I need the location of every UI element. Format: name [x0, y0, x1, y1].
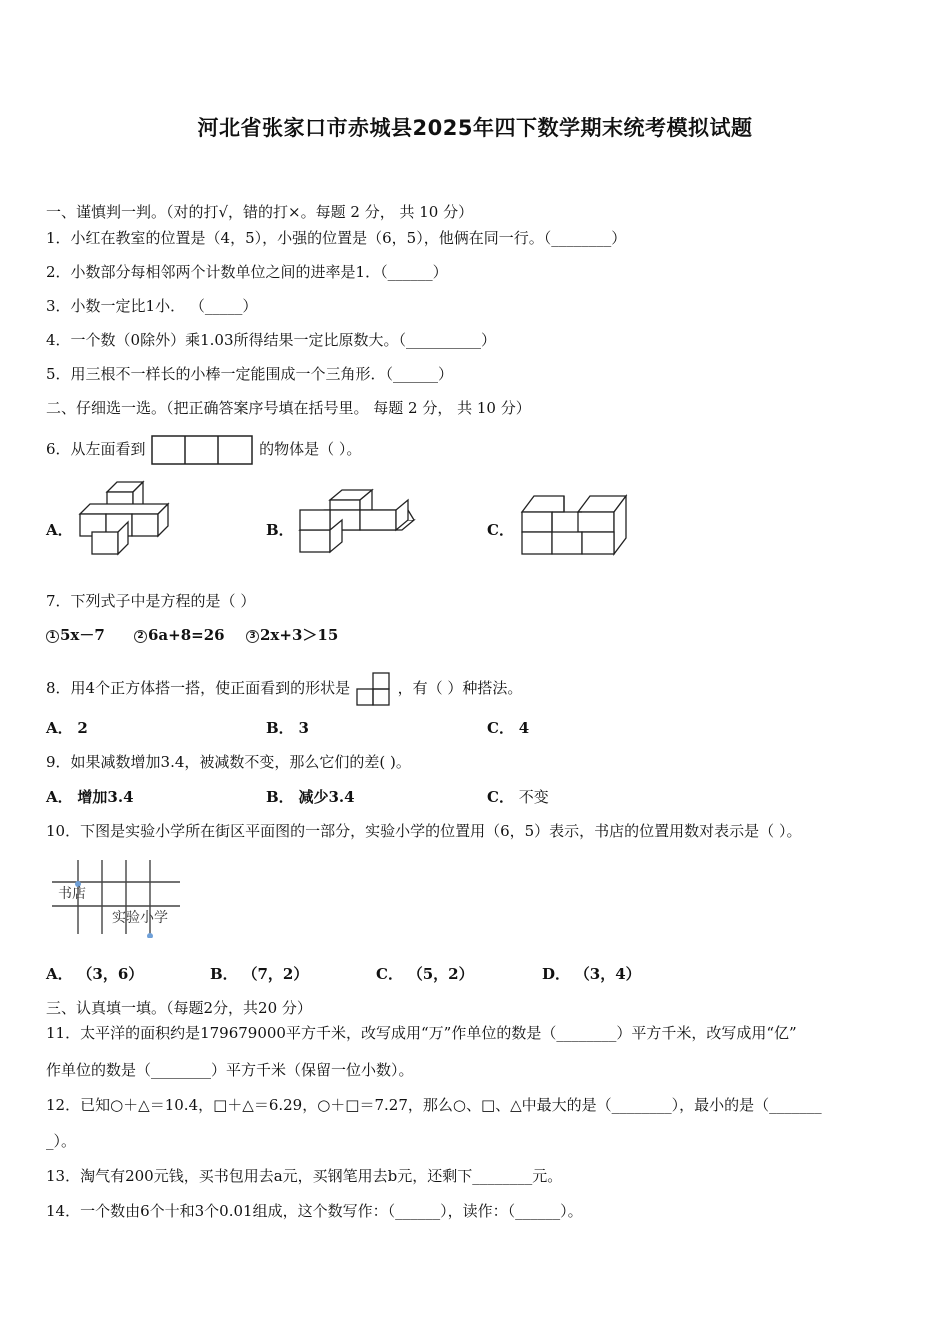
- q9-option-c-label: C．: [487, 788, 514, 806]
- q9-option-b-label: B．: [266, 788, 294, 806]
- page-title: 河北省张家口市赤城县2025年四下数学期末统考模拟试题: [197, 116, 753, 140]
- question-14: 14．一个数由6个十和3个0.01组成，这个数写作：（______），读作：（______）。: [46, 1202, 583, 1220]
- q9-option-a[interactable]: [46, 787, 134, 807]
- q10-option-a[interactable]: [46, 964, 143, 984]
- q9-option-a-label: A．: [46, 788, 73, 806]
- question-7: 7．下列式子中是方程的是（ ）: [46, 592, 256, 610]
- question-5: 5．用三根不一样长的小棒一定能围成一个三角形．（______）: [46, 365, 454, 383]
- q7-marker-2: 2: [134, 630, 147, 643]
- q10-option-d[interactable]: [542, 964, 641, 984]
- q8-option-b[interactable]: [266, 718, 309, 738]
- question-13: 13．淘气有200元钱，买书包用去a元，买钢笔用去b元，还剩下________元。: [46, 1167, 563, 1185]
- front-view-figure: [355, 671, 393, 707]
- q10-option-c[interactable]: [376, 964, 474, 984]
- q6-option-b-label: B．: [266, 521, 294, 539]
- q8-option-a-text: 2: [77, 719, 88, 737]
- question-4: 4．一个数（0除外）乘1.03所得结果一定比原数大。（__________）: [46, 331, 496, 349]
- question-2: 2．小数部分每相邻两个计数单位之间的进率是1．（______）: [46, 263, 448, 281]
- q10-option-b[interactable]: [210, 964, 308, 984]
- question-6-prefix: 6．从左面看到: [46, 440, 146, 458]
- q7-option-2-text: 6a+8=26: [148, 626, 225, 644]
- section-1-heading: 一、谨慎判一判。（对的打√，错的打×。每题 2 分， 共 10 分）: [46, 203, 474, 221]
- q7-option-3[interactable]: [246, 625, 338, 645]
- street-map-figure: [48, 856, 196, 938]
- question-3: 3．小数一定比1小． （_____）: [46, 297, 258, 315]
- q6-option-c[interactable]: [487, 520, 514, 540]
- q7-option-1-text: 5x－7: [60, 626, 105, 644]
- q10-option-a-label: A．: [46, 965, 73, 983]
- question-10: 10．下图是实验小学所在街区平面图的一部分，实验小学的位置用（6，5）表示，书店的位置用数对表示是（ ）。: [46, 822, 802, 840]
- q7-option-3-text: 2x+3＞15: [260, 626, 339, 644]
- q10-option-b-label: B．: [210, 965, 238, 983]
- left-view-figure: [150, 434, 254, 466]
- q10-option-c-label: C．: [376, 965, 403, 983]
- q6-option-a[interactable]: [46, 520, 73, 540]
- q6-option-a-label: A．: [46, 521, 73, 539]
- q9-option-c-text: 不变: [518, 788, 549, 806]
- q8-option-c-label: C．: [487, 719, 514, 737]
- q10-option-b-text: （7，2）: [242, 965, 309, 983]
- q8-option-c[interactable]: [487, 718, 529, 738]
- school-label: 实验小学: [112, 910, 168, 926]
- q6-option-b[interactable]: [266, 520, 294, 540]
- school-marker: [147, 933, 153, 938]
- question-6-suffix: 的物体是（ ）。: [259, 440, 362, 458]
- q10-option-d-label: D．: [542, 965, 571, 983]
- q7-option-1[interactable]: [46, 625, 105, 645]
- q8-option-c-text: 4: [518, 719, 530, 737]
- question-8-suffix: ，有（ ）种搭法。: [397, 679, 523, 697]
- q7-marker-3: 3: [246, 630, 259, 643]
- q9-option-b-text: 减少3.4: [298, 788, 355, 806]
- section-3-heading: 三、认真填一填。（每题2分，共20 分）: [46, 999, 312, 1017]
- q7-marker-1: 1: [46, 630, 59, 643]
- question-12-line-2: _）。: [46, 1132, 77, 1150]
- q10-option-d-text: （3，4）: [574, 965, 641, 983]
- q10-option-c-text: （5，2）: [407, 965, 474, 983]
- q9-option-b[interactable]: [266, 787, 355, 807]
- q7-option-2[interactable]: [134, 625, 225, 645]
- q6-option-c-label: C．: [487, 521, 514, 539]
- q9-option-c[interactable]: [487, 787, 549, 807]
- q10-option-a-text: （3，6）: [77, 965, 144, 983]
- q8-option-b-text: 3: [298, 719, 309, 737]
- question-1: 1．小红在教室的位置是（4，5），小强的位置是（6，5），他俩在同一行。（________）: [46, 229, 627, 247]
- question-11-line-2: 作单位的数是（________）平方千米（保留一位小数）。: [46, 1061, 414, 1079]
- question-9: 9．如果减数增加3.4，被减数不变，那么它们的差( )。: [46, 753, 411, 771]
- q8-option-a-label: A．: [46, 719, 73, 737]
- q6-option-b-cubes: [294, 486, 418, 556]
- q6-option-a-cubes: [72, 478, 182, 556]
- question-8-prefix: 8．用4个正方体搭一搭，使正面看到的形状是: [46, 679, 351, 697]
- question-6: [46, 434, 361, 466]
- section-2-heading: 二、仔细选一选。（把正确答案序号填在括号里。 每题 2 分， 共 10 分）: [46, 399, 531, 417]
- q8-option-b-label: B．: [266, 719, 294, 737]
- q9-option-a-text: 增加3.4: [77, 788, 134, 806]
- q8-option-a[interactable]: [46, 718, 88, 738]
- question-12-line-1: 12．已知○＋△＝10.4，□＋△＝6.29，○＋□＝7.27，那么○、□、△中最大的是（________），最小的是（_______: [46, 1096, 822, 1114]
- question-11-line-1: 11．太平洋的面积约是179679000平方千米，改写成用“万”作单位的数是（________）平方千米，改写成用“亿”: [46, 1024, 797, 1042]
- q6-option-c-cubes: [516, 490, 632, 558]
- bookstore-label: 书店: [58, 886, 86, 902]
- question-8: [46, 671, 522, 707]
